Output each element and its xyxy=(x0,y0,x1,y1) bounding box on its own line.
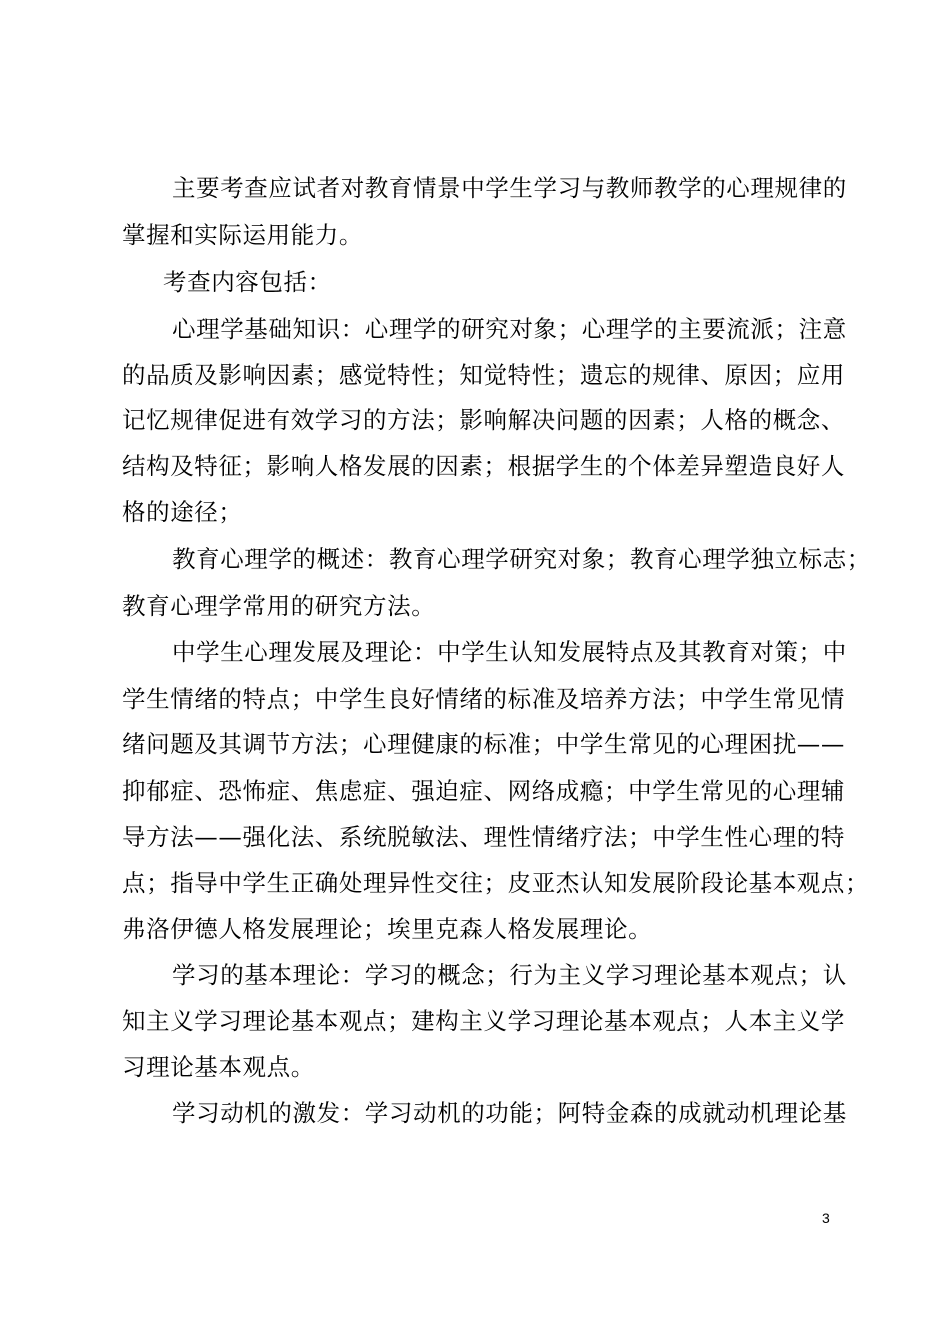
text-line: 记忆规律促进有效学习的方法；影响解决问题的因素；人格的概念、 xyxy=(122,406,845,434)
text-line: 的品质及影响因素；感觉特性；知觉特性；遗忘的规律、原因；应用 xyxy=(122,361,845,389)
text-line: 中学生心理发展及理论：中学生认知发展特点及其教育对策；中 xyxy=(172,638,847,666)
text-line: 主要考查应试者对教育情景中学生学习与教师教学的心理规律的 xyxy=(172,174,847,202)
text-line: 掌握和实际运用能力。 xyxy=(122,221,363,249)
page-number: 3 xyxy=(822,1210,830,1226)
text-line: 学习动机的激发：学习动机的功能；阿特金森的成就动机理论基 xyxy=(172,1099,847,1127)
text-line: 学生情绪的特点；中学生良好情绪的标准及培养方法；中学生常见情 xyxy=(122,685,845,713)
text-line: 抑郁症、恐怖症、焦虑症、强迫症、网络成瘾；中学生常见的心理辅 xyxy=(122,777,845,805)
text-line: 教育心理学常用的研究方法。 xyxy=(122,592,436,620)
text-line: 教育心理学的概述：教育心理学研究对象；教育心理学独立标志； xyxy=(172,545,871,573)
text-line: 心理学基础知识：心理学的研究对象；心理学的主要流派；注意 xyxy=(172,315,847,343)
text-line: 结构及特征；影响人格发展的因素；根据学生的个体差异塑造良好人 xyxy=(122,452,845,480)
text-line: 导方法——强化法、系统脱敏法、理性情绪疗法；中学生性心理的特 xyxy=(122,823,845,851)
text-line: 点；指导中学生正确处理异性交往；皮亚杰认知发展阶段论基本观点； xyxy=(122,869,870,897)
text-line: 习理论基本观点。 xyxy=(122,1053,315,1081)
text-line: 知主义学习理论基本观点；建构主义学习理论基本观点；人本主义学 xyxy=(122,1007,845,1035)
text-line: 绪问题及其调节方法；心理健康的标准；中学生常见的心理困扰—— xyxy=(122,730,845,758)
text-line: 格的途径； xyxy=(122,498,243,526)
text-line: 弗洛伊德人格发展理论；埃里克森人格发展理论。 xyxy=(122,915,653,943)
text-line: 考查内容包括： xyxy=(163,268,332,296)
text-line: 学习的基本理论：学习的概念；行为主义学习理论基本观点；认 xyxy=(172,961,847,989)
